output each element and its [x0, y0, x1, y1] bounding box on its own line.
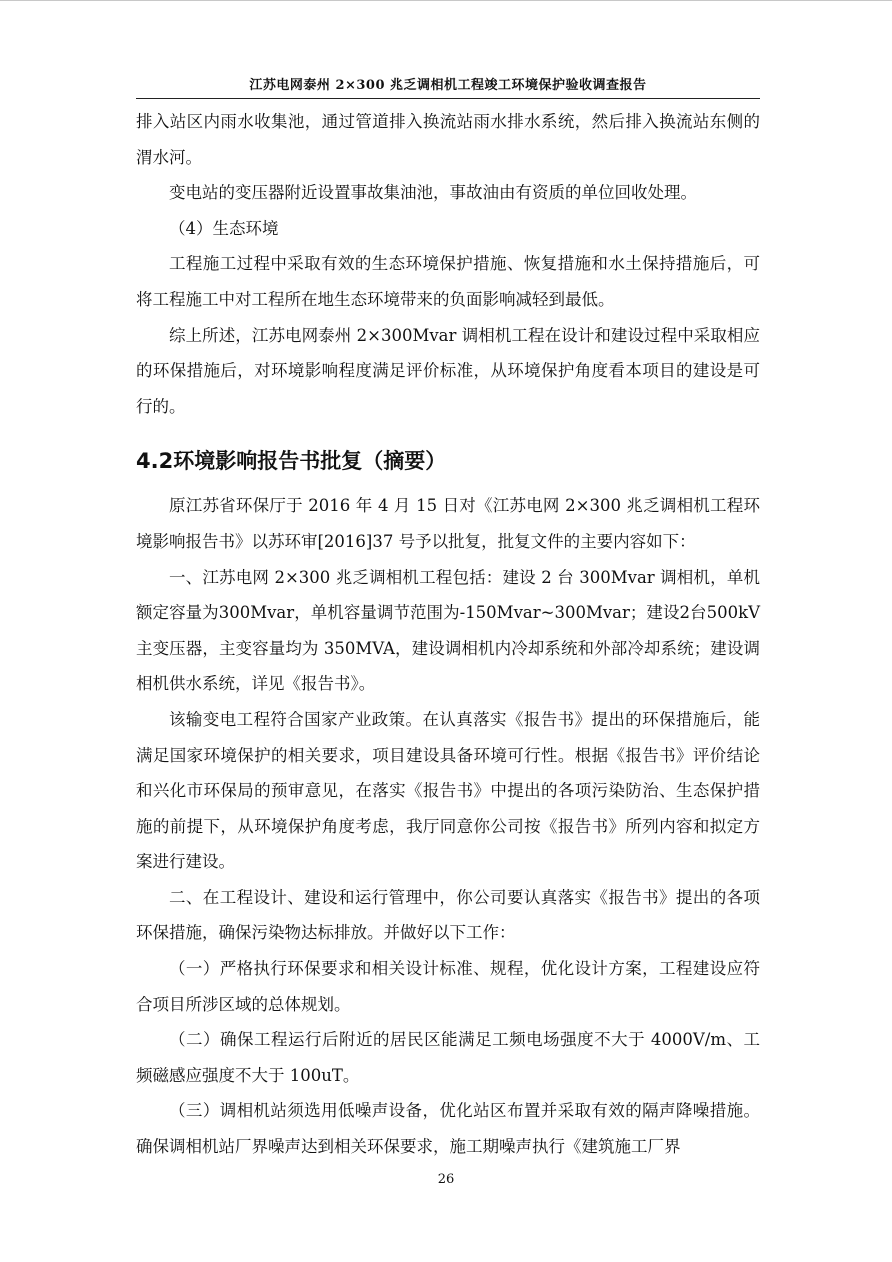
paragraph-item-two: 二、在工程设计、建设和运行管理中，你公司要认真落实《报告书》提出的各项环保措施，确保污染物达标排放。并做好以下工作： — [136, 887, 760, 943]
page-body — [136, 104, 760, 1165]
subheading-ecology: （4）生态环境 — [169, 218, 279, 238]
paragraph-item-one: 一、江苏电网 2×300 兆乏调相机工程包括：建设 2 台 300Mvar 调相机，单机额定容量为300Mvar，单机容量调节范围为-150Mvar~300Mvar；建设2台500kV主变压器，主变容量均为 350MVA，建设调相机内冷却系统和外部冷却系统；建设调相机供水系统，详见《报告书》。 — [136, 567, 760, 694]
paragraph-subitem-two: （二）确保工程运行后附近的居民区能满足工频电场强度不大于 4000V/m、工频磁感应强度不大于 100uT。 — [136, 1030, 760, 1085]
page-top-edge — [0, 0, 892, 1]
paragraph-continuation: 排入站区内雨水收集池，通过管道排入换流站雨水排水系统，然后排入换流站东侧的渭水河。 — [136, 112, 760, 167]
header-rule — [136, 98, 760, 99]
paragraph-oil-pool: 变电站的变压器附近设置事故集油池，事故油由有资质的单位回收处理。 — [169, 183, 697, 203]
paragraph-subitem-three: （三）调相机站须选用低噪声设备，优化站区布置并采取有效的隔声降噪措施。确保调相机站厂界噪声达到相关环保要求，施工期噪声执行《建筑施工厂界 — [136, 1101, 760, 1157]
section-heading: 4.2环境影响报告书批复（摘要） — [136, 449, 447, 474]
paragraph-ecology: 工程施工过程中采取有效的生态环境保护措施、恢复措施和水土保持措施后，可将工程施工中对工程所在地生态环境带来的负面影响减轻到最低。 — [136, 254, 760, 309]
page-number: 26 — [437, 1172, 455, 1187]
running-header: 江苏电网泰州 2×300 兆乏调相机工程竣工环境保护验收调查报告 — [249, 78, 647, 93]
paragraph-subitem-one: （一）严格执行环保要求和相关设计标准、规程，优化设计方案，工程建设应符合项目所涉区域的总体规划。 — [136, 959, 760, 1014]
paragraph-approval-intro: 原江苏省环保厅于 2016 年 4 月 15 日对《江苏电网 2×300 兆乏调相机工程环境影响报告书》以苏环审[2016]37 号予以批复，批复文件的主要内容如下： — [136, 496, 760, 551]
paragraph-policy: 该输变电工程符合国家产业政策。在认真落实《报告书》提出的环保措施后，能满足国家环境保护的相关要求，项目建设具备环境可行性。根据《报告书》评价结论和兴化市环保局的预审意见，在落实《报告书》中提出的各项污染防治、生态保护措施的前提下，从环境保护角度考虑，我厅同意你公司按《报告书》所列内容和拟定方案进行建设。 — [136, 709, 760, 872]
paragraph-summary: 综上所述，江苏电网泰州 2×300Mvar 调相机工程在设计和建设过程中采取相应的环保措施后，对环境影响程度满足评价标准，从环境保护角度看本项目的建设是可行的。 — [136, 325, 760, 416]
